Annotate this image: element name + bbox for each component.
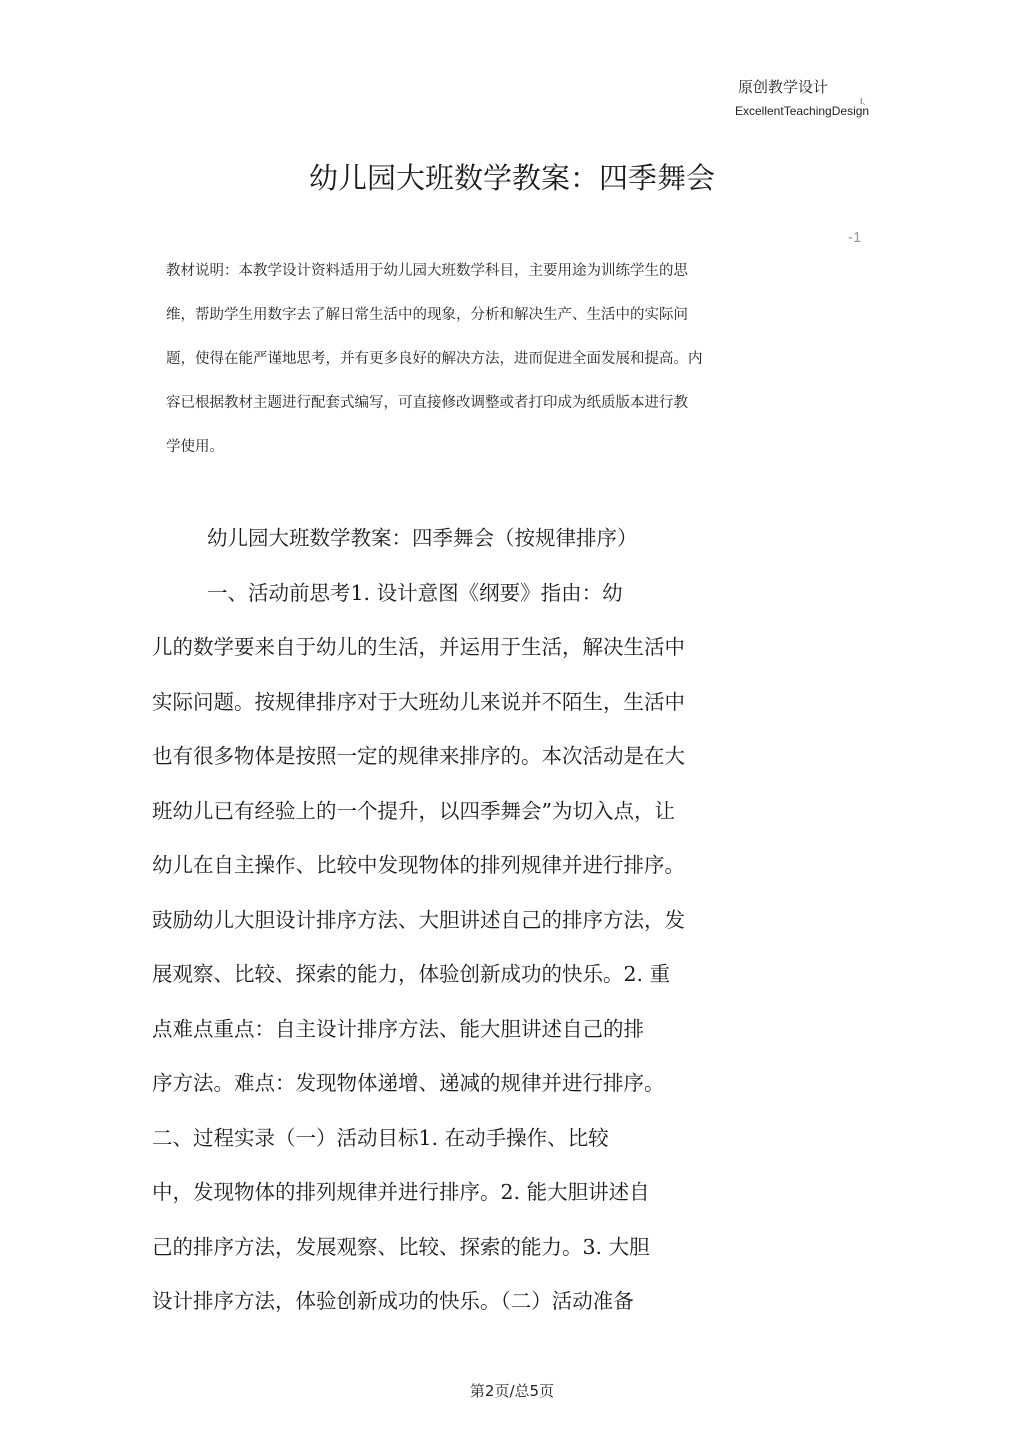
document-title: 幼儿园大班数学教案：四季舞会 <box>308 161 715 195</box>
intro-paragraph <box>166 255 806 475</box>
header-title-en: ExcellentTeachingDesign <box>735 104 870 118</box>
section-heading: 幼儿园大班数学教案：四季舞会（按规律排序） <box>207 526 638 550</box>
body-line: 二、过程实录（一）活动目标1. 在动手操作、比较 <box>152 1125 609 1150</box>
page-footer: 第2页/总5页 <box>469 1382 555 1400</box>
body-line: 也有很多物体是按照一定的规律来排序的。本次活动是在大 <box>152 744 685 768</box>
body-line: 己的排序方法，发展观察、比较、探索的能力。3. 大胆 <box>152 1234 650 1259</box>
body-line: 一、活动前思考1. 设计意图《纲要》指由：幼 <box>207 580 623 605</box>
intro-line: 题，使得在能严谨地思考，并有更多良好的解决方法，进而促进全面发展和提高。内 <box>166 351 703 367</box>
body-line: 儿的数学要来自于幼儿的生活，并运用于生活，解决生活中 <box>152 635 685 659</box>
body-line: 点难点重点：自主设计排序方法、能大胆讲述自己的排 <box>152 1016 644 1041</box>
header-mark: I、 <box>860 97 871 106</box>
intro-line: 学使用。 <box>166 439 224 455</box>
body-line: 序方法。难点：发现物体递增、递减的规律并进行排序。 <box>152 1071 665 1095</box>
intro-line: 容已根据教材主题进行配套式编写，可直接修改调整或者打印成为纸质版本进行教 <box>166 395 688 411</box>
body-line: 幼儿在自主操作、比较中发现物体的排列规律并进行排序。 <box>152 853 685 877</box>
body-line: 班幼儿已有经验上的一个提升，以四季舞会”为切入点，让 <box>152 798 675 823</box>
intro-line: 维，帮助学生用数字去了解日常生活中的现象，分析和解决生产、生活中的实际问 <box>166 307 688 323</box>
body-line: 中，发现物体的排列规律并进行排序。2. 能大胆讲述自 <box>152 1180 650 1204</box>
intro-line: 教材说明：本教学设计资料适用于幼儿园大班数学科目，主要用途为训练学生的思 <box>166 263 688 279</box>
body-text <box>152 516 772 1334</box>
page-marker: -1 <box>848 229 862 246</box>
body-line: 豉励幼儿大胆设计排序方法、大胆讲述自己的排序方法，发 <box>152 907 685 932</box>
header-title-cn: 原创教学设计 <box>738 78 829 96</box>
body-line: 展观察、比较、探索的能力，体验创新成功的快乐。2. 重 <box>152 962 671 986</box>
body-line: 实际问题。按规律排序对于大班幼儿来说并不陌生，生活中 <box>152 689 685 714</box>
body-line: 设计排序方法，体验创新成功的快乐。（二）活动准备 <box>152 1289 634 1313</box>
